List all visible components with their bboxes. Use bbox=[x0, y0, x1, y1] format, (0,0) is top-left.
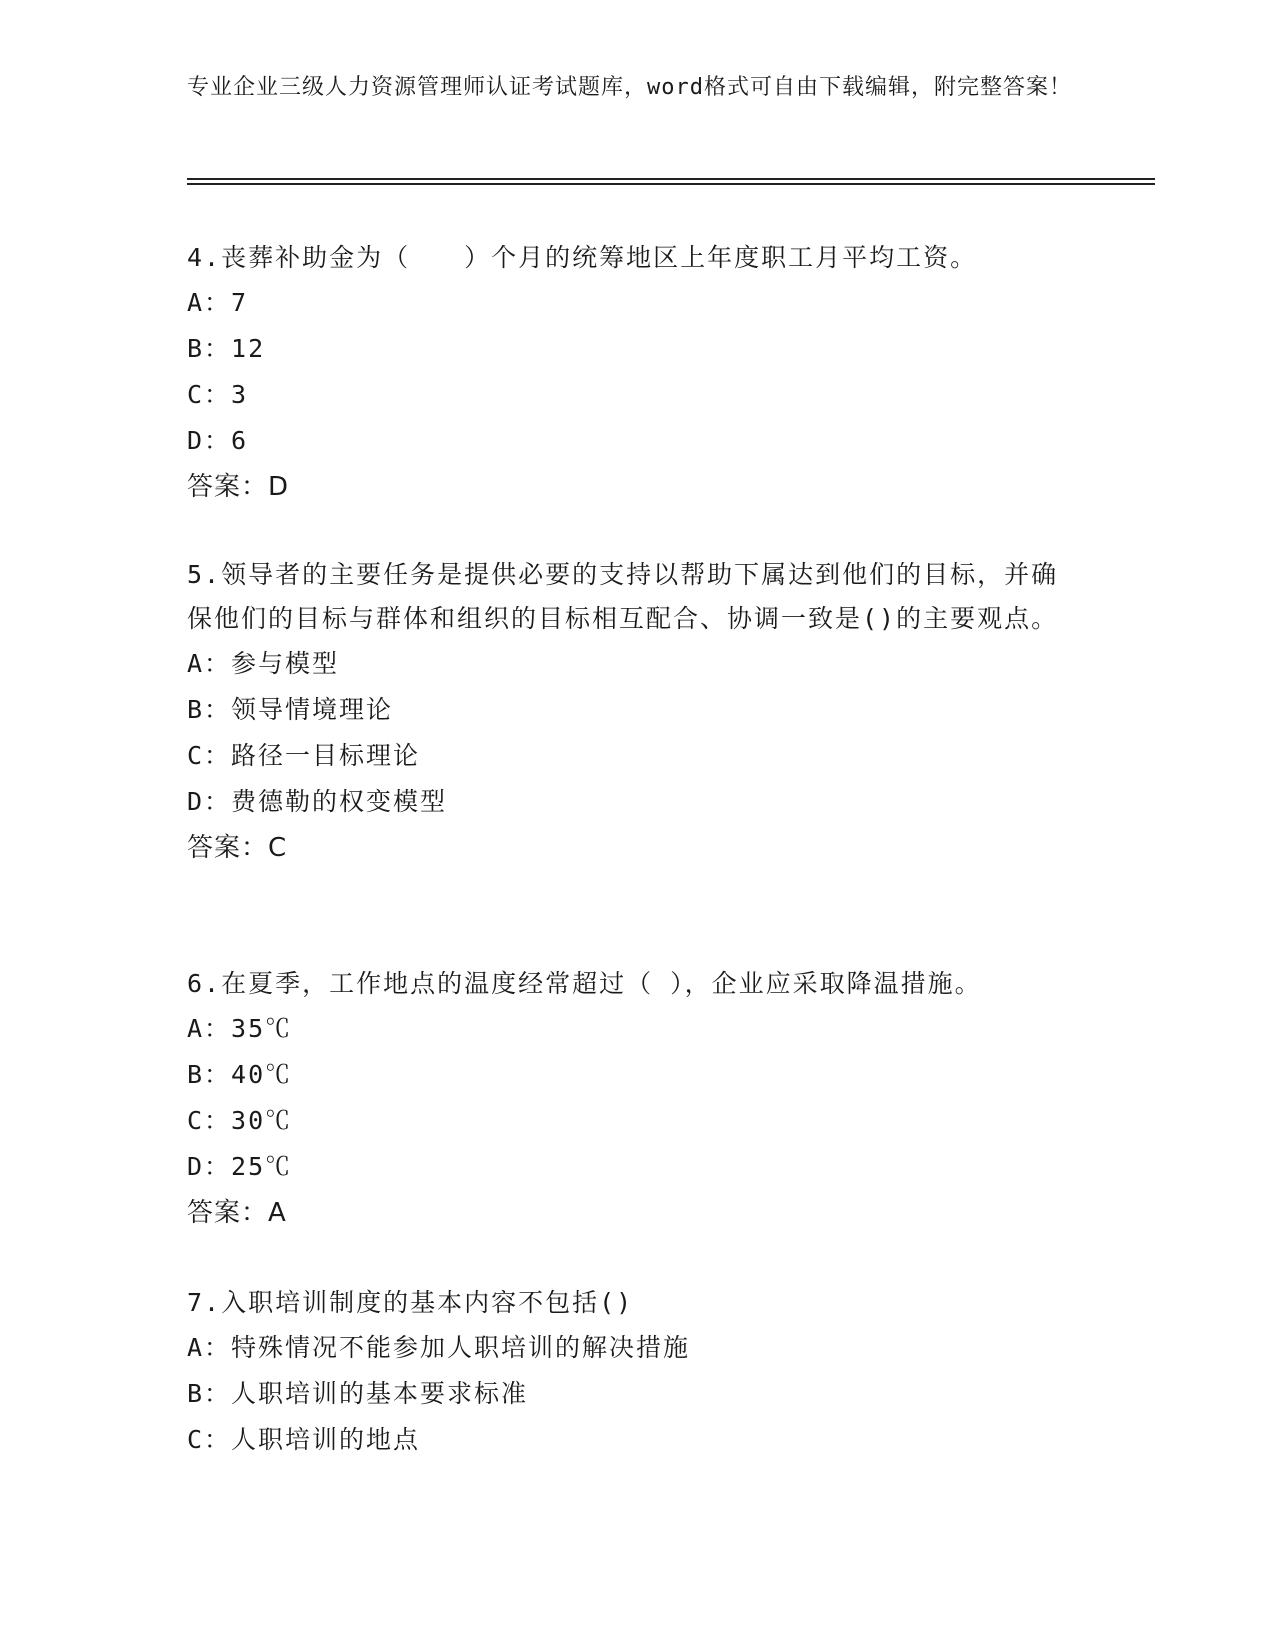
option-c: C：30℃ bbox=[187, 1106, 293, 1135]
option-b: B：40℃ bbox=[187, 1060, 293, 1089]
option-a: A：35℃ bbox=[187, 1014, 293, 1043]
question-stem: 4.丧葬补助金为（ ）个月的统筹地区上年度职工月平均工资。 bbox=[187, 243, 978, 272]
option-c: C：路径一目标理论 bbox=[187, 741, 421, 770]
question-4 bbox=[187, 236, 1067, 510]
header-note: 专业企业三级人力资源管理师认证考试题库，word格式可自由下载编辑，附完整答案！ bbox=[187, 75, 1072, 100]
option-c: C：3 bbox=[187, 380, 249, 409]
answer: 答案：C bbox=[187, 833, 288, 863]
option-d: D：25℃ bbox=[187, 1152, 293, 1181]
header-divider-bottom bbox=[187, 183, 1155, 185]
question-stem: 6.在夏季，工作地点的温度经常超过（ ），企业应采取降温措施。 bbox=[187, 969, 982, 998]
question-stem: 7.入职培训制度的基本内容不包括() bbox=[187, 1288, 634, 1317]
option-a: A：参与模型 bbox=[187, 649, 340, 678]
question-7 bbox=[187, 1281, 1067, 1463]
answer: 答案：A bbox=[187, 1198, 287, 1228]
answer: 答案：D bbox=[187, 472, 290, 502]
question-6 bbox=[187, 962, 1067, 1236]
option-a: A：7 bbox=[187, 288, 249, 317]
question-5 bbox=[187, 553, 1067, 871]
option-d: D：6 bbox=[187, 426, 249, 455]
option-b: B：12 bbox=[187, 334, 266, 363]
question-stem: 5.领导者的主要任务是提供必要的支持以帮助下属达到他们的目标，并确保他们的目标与群体和组织的目标相互配合、协调一致是()的主要观点。 bbox=[187, 560, 1059, 633]
option-b: B：领导情境理论 bbox=[187, 695, 394, 724]
option-b: B：人职培训的基本要求标准 bbox=[187, 1379, 529, 1408]
option-c: C：人职培训的地点 bbox=[187, 1425, 421, 1454]
header-divider-top bbox=[187, 178, 1155, 180]
option-d: D：费德勒的权变模型 bbox=[187, 787, 448, 816]
option-a: A：特殊情况不能参加人职培训的解决措施 bbox=[187, 1333, 691, 1362]
